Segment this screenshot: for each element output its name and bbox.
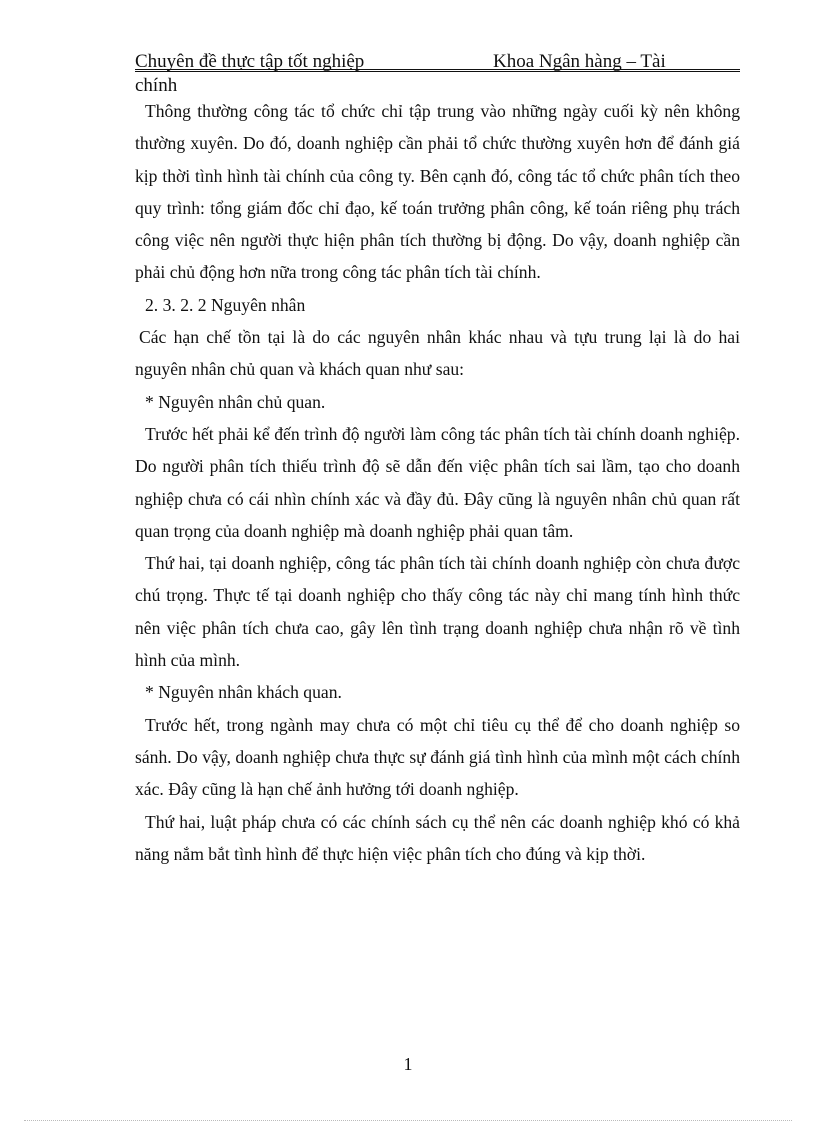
- paragraph: Thông thường công tác tổ chức chỉ tập trung vào những ngày cuối kỳ nên không thường xuyên. Do đó, doanh nghiệp cần phải tổ chức thường xuyên hơn để đánh giá kịp thời tình hình tài chính của công ty. Bên cạnh đó, công tác tổ chức phân tích theo quy trình: tổng giám đốc chỉ đạo, kế toán trưởng phân công, kế toán riêng phụ trách công việc nên người thực hiện phân tích thường bị động. Do vậy, doanh nghiệp cần phải chủ động hơn nữa trong công tác phân tích tài chính.: [135, 101, 740, 283]
- page-number: 1: [403, 1054, 413, 1074]
- page-bottom-edge: [24, 1120, 792, 1121]
- header-rule-double: [135, 71, 740, 72]
- header-rule: [135, 69, 740, 70]
- paragraph: Thứ hai, tại doanh nghiệp, công tác phân tích tài chính doanh nghiệp còn chưa được chú trọng. Thực tế tại doanh nghiệp cho thấy công tác này chỉ mang tính hình thức nên việc phân tích chưa cao, gây lên tình trạng doanh nghiệp chưa nhận rõ về tình hình của mình.: [135, 553, 740, 671]
- header-line: [135, 50, 740, 72]
- header-document-title: Chuyên đề thực tập tốt nghiệp: [135, 51, 365, 72]
- paragraph: Trước hết, trong ngành may chưa có một chỉ tiêu cụ thể để cho doanh nghiệp so sánh. Do vậy, doanh nghiệp chưa thực sự đánh giá tình hình của mình một cách chính xác. Đây cũng là hạn chế ảnh hưởng tới doanh nghiệp.: [135, 714, 740, 800]
- header-continuation: chính: [135, 75, 178, 96]
- paragraph: Thứ hai, luật pháp chưa có các chính sách cụ thể nên các doanh nghiệp khó có khả năng nắm bắt tình hình để thực hiện việc phân tích cho đúng và kịp thời.: [135, 811, 740, 864]
- page-header: [135, 50, 740, 98]
- header-department: Khoa Ngân hàng – Tài: [493, 51, 666, 72]
- section-heading: 2. 3. 2. 2 Nguyên nhân: [145, 294, 306, 315]
- paragraph: Trước hết phải kể đến trình độ người làm công tác phân tích tài chính doanh nghiệp. Do người phân tích thiếu trình độ sẽ dẫn đến việc phân tích sai lầm, tạo cho doanh nghiệp chưa có cái nhìn chính xác và đầy đủ. Đây cũng là nguyên nhân chủ quan rất quan trọng của doanh nghiệp mà doanh nghiệp phải quan tâm.: [135, 423, 740, 541]
- subheading-subjective: * Nguyên nhân chủ quan.: [145, 391, 326, 412]
- paragraph: Các hạn chế tồn tại là do các nguyên nhân khác nhau và tựu trung lại là do hai nguyên nhân chủ quan và khách quan như sau:: [135, 327, 740, 380]
- subheading-objective: * Nguyên nhân khách quan.: [145, 682, 342, 703]
- document-body: [135, 95, 740, 870]
